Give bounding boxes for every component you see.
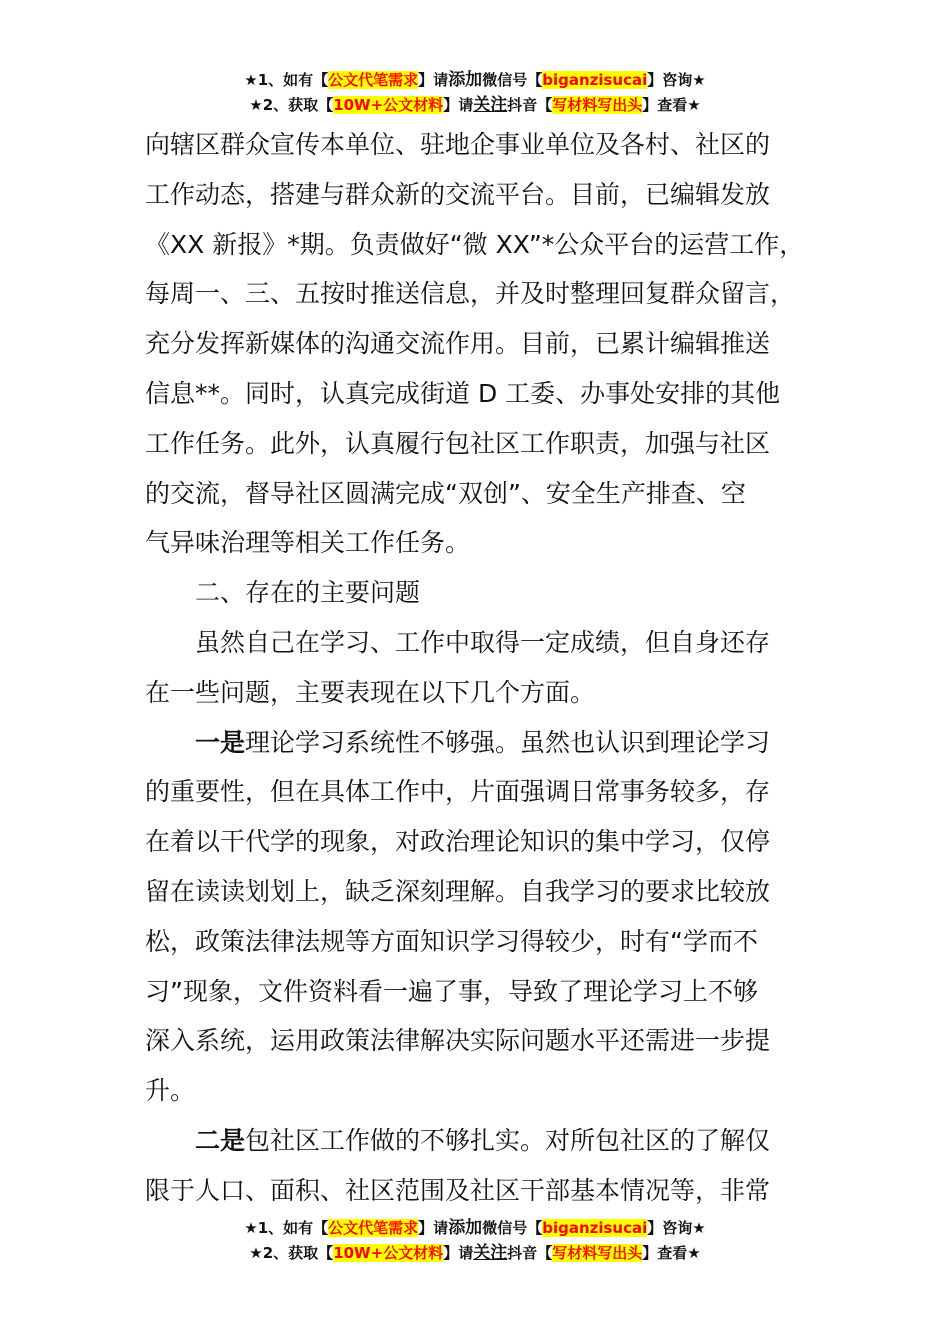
- paragraph-line: 深入系统，运用政策法律解决实际问题水平还需进一步提: [145, 1026, 771, 1056]
- highlight-douyin-account: 写材料写出头: [552, 96, 643, 114]
- section-heading: 二、存在的主要问题: [195, 578, 421, 608]
- paragraph-line: 工作任务。此外，认真履行包社区工作职责，加强与社区: [145, 428, 771, 458]
- paragraph-line: 在着以干代学的现象，对政治理论知识的集中学习，仅停: [145, 827, 771, 857]
- promo-line-1: ★1、如有【公文代笔需求】请添加微信号【biganzisucai】咨询★: [244, 1218, 706, 1238]
- promo-line-2: ★2、获取【10W+公文材料】请关注抖音【写材料写出头】查看★: [249, 95, 701, 115]
- paragraph-line: 的交流，督导社区圆满完成“双创”、安全生产排查、空: [145, 478, 746, 508]
- paragraph-line: 充分发挥新媒体的沟通交流作用。目前，已累计编辑推送: [145, 329, 771, 359]
- paragraph-line: 松，政策法律法规等方面知识学习得较少，时有“学而不: [145, 926, 758, 956]
- star-icon: ★: [249, 1244, 263, 1262]
- paragraph-line: 虽然自己在学习、工作中取得一定成绩，但自身还存: [195, 627, 771, 657]
- promo-banner-top: [0, 68, 950, 118]
- highlight-materials: 10W+公文材料: [333, 96, 444, 114]
- paragraph-line: 工作动态，搭建与群众新的交流平台。目前，已编辑发放: [145, 179, 771, 209]
- paragraph-line: 在一些问题，主要表现在以下几个方面。: [145, 677, 596, 707]
- point-lead: 一是: [195, 727, 246, 757]
- promo-line-2: ★2、获取【10W+公文材料】请关注抖音【写材料写出头】查看★: [249, 1243, 701, 1263]
- highlight-wechat-id: biganzisucai: [542, 71, 648, 89]
- point-lead: 二是: [195, 1125, 246, 1155]
- paragraph-line: 《XX 新报》*期。负责做好“微 XX”*公众平台的运营工作，: [145, 229, 805, 259]
- highlight-writing-service: 公文代笔需求: [328, 1219, 419, 1237]
- paragraph-line: 升。: [145, 1076, 196, 1106]
- paragraph-line: 向辖区群众宣传本单位、驻地企事业单位及各村、社区的: [145, 130, 771, 159]
- paragraph-line: 限于人口、面积、社区范围及社区干部基本情况等，非常: [145, 1175, 771, 1205]
- paragraph-line: 气异味治理等相关工作任务。: [145, 528, 471, 558]
- paragraph-line: 习”现象，文件资料看一遍了事，导致了理论学习上不够: [145, 976, 758, 1006]
- star-icon: ★: [244, 1219, 258, 1237]
- highlight-writing-service: 公文代笔需求: [328, 71, 419, 89]
- point-two-first-line: 二是包社区工作做的不够扎实。对所包社区的了解仅: [195, 1125, 771, 1155]
- promo-line-1: ★1、如有【公文代笔需求】请添加微信号【biganzisucai】咨询★: [244, 70, 706, 90]
- point-one-first-line: 一是理论学习系统性不够强。虽然也认识到理论学习: [195, 727, 771, 757]
- paragraph-line: 信息**。同时，认真完成街道 D 工委、办事处安排的其他: [145, 378, 781, 408]
- paragraph-line: 留在读读划划上，缺乏深刻理解。自我学习的要求比较放: [145, 876, 771, 906]
- document-body: [145, 120, 825, 1216]
- star-icon: ★: [244, 71, 258, 89]
- promo-banner-bottom: [0, 1216, 950, 1266]
- highlight-douyin-account: 写材料写出头: [552, 1244, 643, 1262]
- paragraph-line: 的重要性，但在具体工作中，片面强调日常事务较多，存: [145, 777, 771, 807]
- highlight-wechat-id: biganzisucai: [542, 1219, 648, 1237]
- paragraph-line: 每周一、三、五按时推送信息，并及时整理回复群众留言，: [145, 279, 796, 309]
- star-icon: ★: [249, 96, 263, 114]
- highlight-materials: 10W+公文材料: [333, 1244, 444, 1262]
